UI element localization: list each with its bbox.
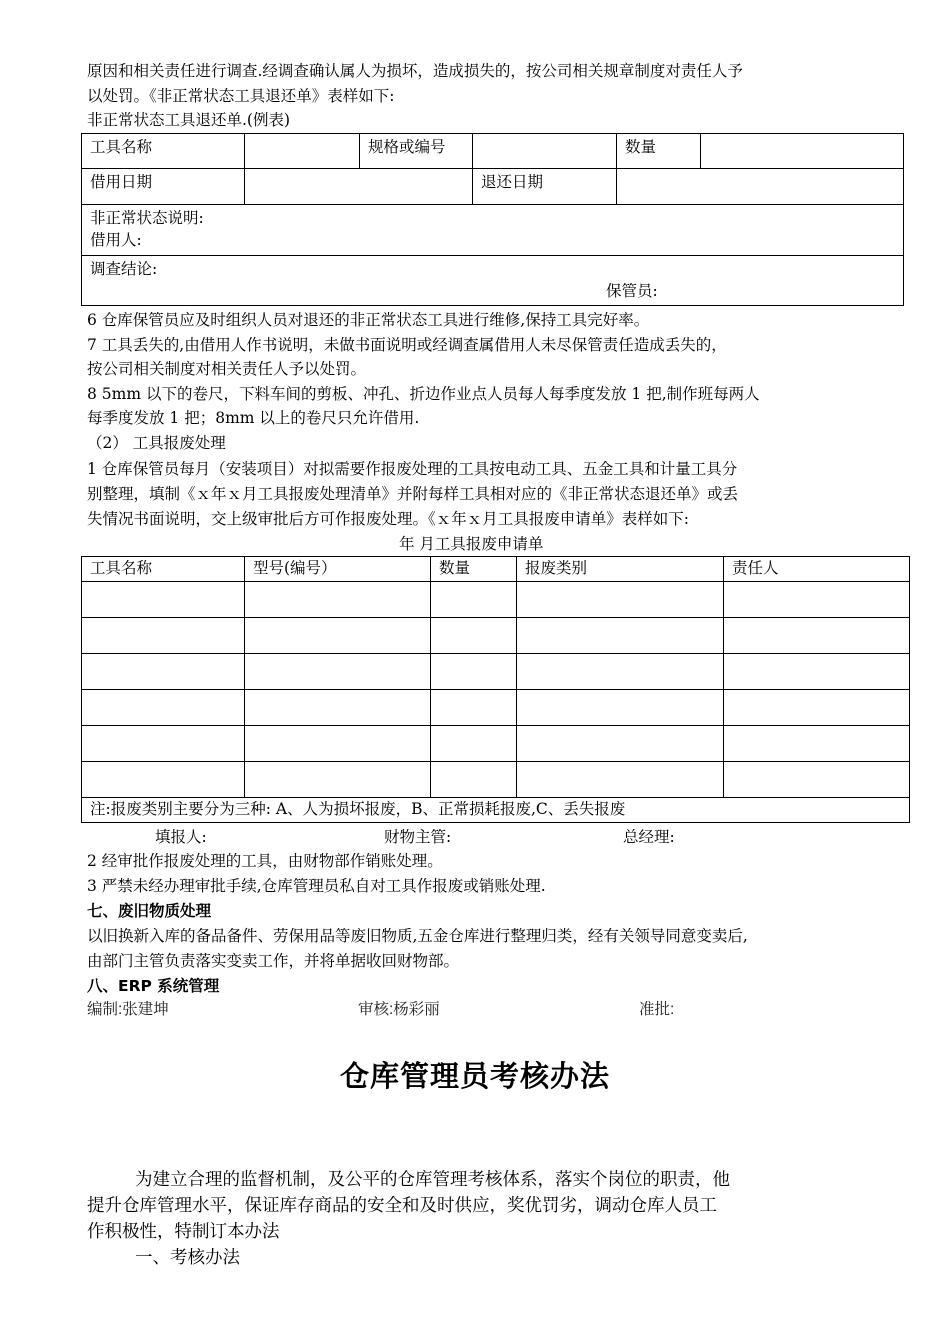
doc2-para-line-3: 作积极性，特制订本办法	[87, 1222, 280, 1242]
table-row	[82, 762, 910, 798]
scrap-p1-line-3: 失情况书面说明，交上级审批后方可作报废处理。《ｘ年ｘ月工具报废申请单》表样如下:	[87, 510, 689, 528]
scrap-p3: 3 严禁未经办理审批手续,仓库管理员私自对工具作报废或销账处理.	[87, 877, 546, 895]
header-tool-name: 工具名称	[82, 557, 245, 582]
table-row	[82, 726, 910, 762]
return-form-caption: 非正常状态工具退还单.(例表)	[87, 111, 291, 129]
section-7-line-2: 由部门主管负责落实变卖工作，并将单据收回财物部。	[87, 952, 460, 970]
return-date-value	[617, 169, 904, 205]
spec-no-label: 规格或编号	[360, 134, 473, 169]
keeper-label: 保管员:	[606, 282, 658, 300]
header-model-no: 型号(编号）	[245, 557, 431, 582]
intro-line-1: 原因和相关责任进行调查.经调查确认属人为损坏，造成损失的，按公司相关规章制度对责任人予	[87, 62, 743, 80]
doc2-para-line-2: 提升仓库管理水平，保证库存商品的安全和及时供应，奖优罚劣，调动仓库人员工	[87, 1196, 717, 1216]
gm-label: 总经理:	[623, 828, 675, 846]
rule-8-line-2: 每季度发放 1 把；8mm 以上的卷尺只允许借用.	[87, 409, 420, 427]
section-8-heading: 八、ERP 系统管理	[87, 977, 220, 995]
doc2-subheading-1: 一、考核办法	[135, 1248, 240, 1268]
intro-line-2: 以处罚。《非正常状态工具退还单》表样如下:	[87, 87, 395, 105]
scrap-note: 注:报废类别主要分为三种: A、人为损坏报废，B、正常损耗报废,C、丢失报废	[82, 798, 910, 823]
borrower-label: 借用人:	[90, 231, 142, 249]
scrap-table-title: 年 月工具报废申请单	[399, 535, 544, 553]
page-title: 仓库管理员考核办法	[339, 1059, 610, 1093]
tool-name-value	[245, 134, 360, 169]
finance-label: 财物主管:	[384, 828, 452, 846]
compiled-by: 编制:张建坤	[87, 1001, 169, 1018]
borrow-date-value	[245, 169, 473, 205]
filler-label: 填报人:	[155, 828, 207, 846]
quantity-value	[701, 134, 904, 169]
scrap-table	[81, 556, 910, 823]
table-row	[82, 582, 910, 618]
abnormal-desc-label: 非正常状态说明:	[90, 209, 204, 227]
reviewed-by: 审核:杨彩丽	[358, 1001, 440, 1018]
table-row	[82, 690, 910, 726]
return-date-label: 退还日期	[473, 169, 617, 205]
table-row	[82, 654, 910, 690]
rule-7-line-2: 按公司相关制度对相关责任人予以处罚。	[87, 360, 367, 378]
scrap-p2: 2 经审批作报废处理的工具，由财物部作销账处理。	[87, 852, 443, 870]
header-scrap-type: 报废类别	[517, 557, 724, 582]
approved-by: 准批:	[639, 1001, 675, 1018]
quantity-label: 数量	[617, 134, 701, 169]
abnormal-desc-cell	[82, 205, 904, 256]
scrap-heading: （2） 工具报废处理	[87, 434, 226, 452]
borrow-date-label: 借用日期	[82, 169, 245, 205]
rule-8-line-1: 8 5mm 以下的卷尺，下料车间的剪板、冲孔、折边作业点人员每人每季度发放 1 把,制作班每两人	[87, 385, 760, 403]
spec-no-value	[473, 134, 617, 169]
section-7-heading: 七、废旧物质处理	[87, 902, 212, 920]
conclusion-label: 调查结论:	[90, 260, 158, 278]
rule-7-line-1: 7 工具丢失的,由借用人作书说明，未做书面说明或经调查属借用人未尽保管责任造成丢失的，	[87, 336, 727, 354]
doc2-para-line-1: 为建立合理的监督机制，及公平的仓库管理考核体系，落实个岗位的职责，他	[135, 1170, 730, 1190]
scrap-p1-line-2: 别整理，填制《ｘ年ｘ月工具报废处理清单》并附每样工具相对应的《非正常状态退还单》或丢	[87, 485, 739, 503]
scrap-p1-line-1: 1 仓库保管员每月（安装项目）对拟需要作报废处理的工具按电动工具、五金工具和计量工具分	[87, 460, 738, 478]
conclusion-cell	[82, 256, 904, 306]
header-responsible: 责任人	[724, 557, 910, 582]
return-form-table	[81, 133, 904, 306]
rule-6: 6 仓库保管员应及时组织人员对退还的非正常状态工具进行维修,保持工具完好率。	[87, 311, 650, 329]
header-quantity: 数量	[431, 557, 517, 582]
tool-name-label: 工具名称	[82, 134, 245, 169]
table-row	[82, 618, 910, 654]
section-7-line-1: 以旧换新入库的备品备件、劳保用品等废旧物质,五金仓库进行整理归类，经有关领导同意变卖后,	[87, 927, 748, 945]
